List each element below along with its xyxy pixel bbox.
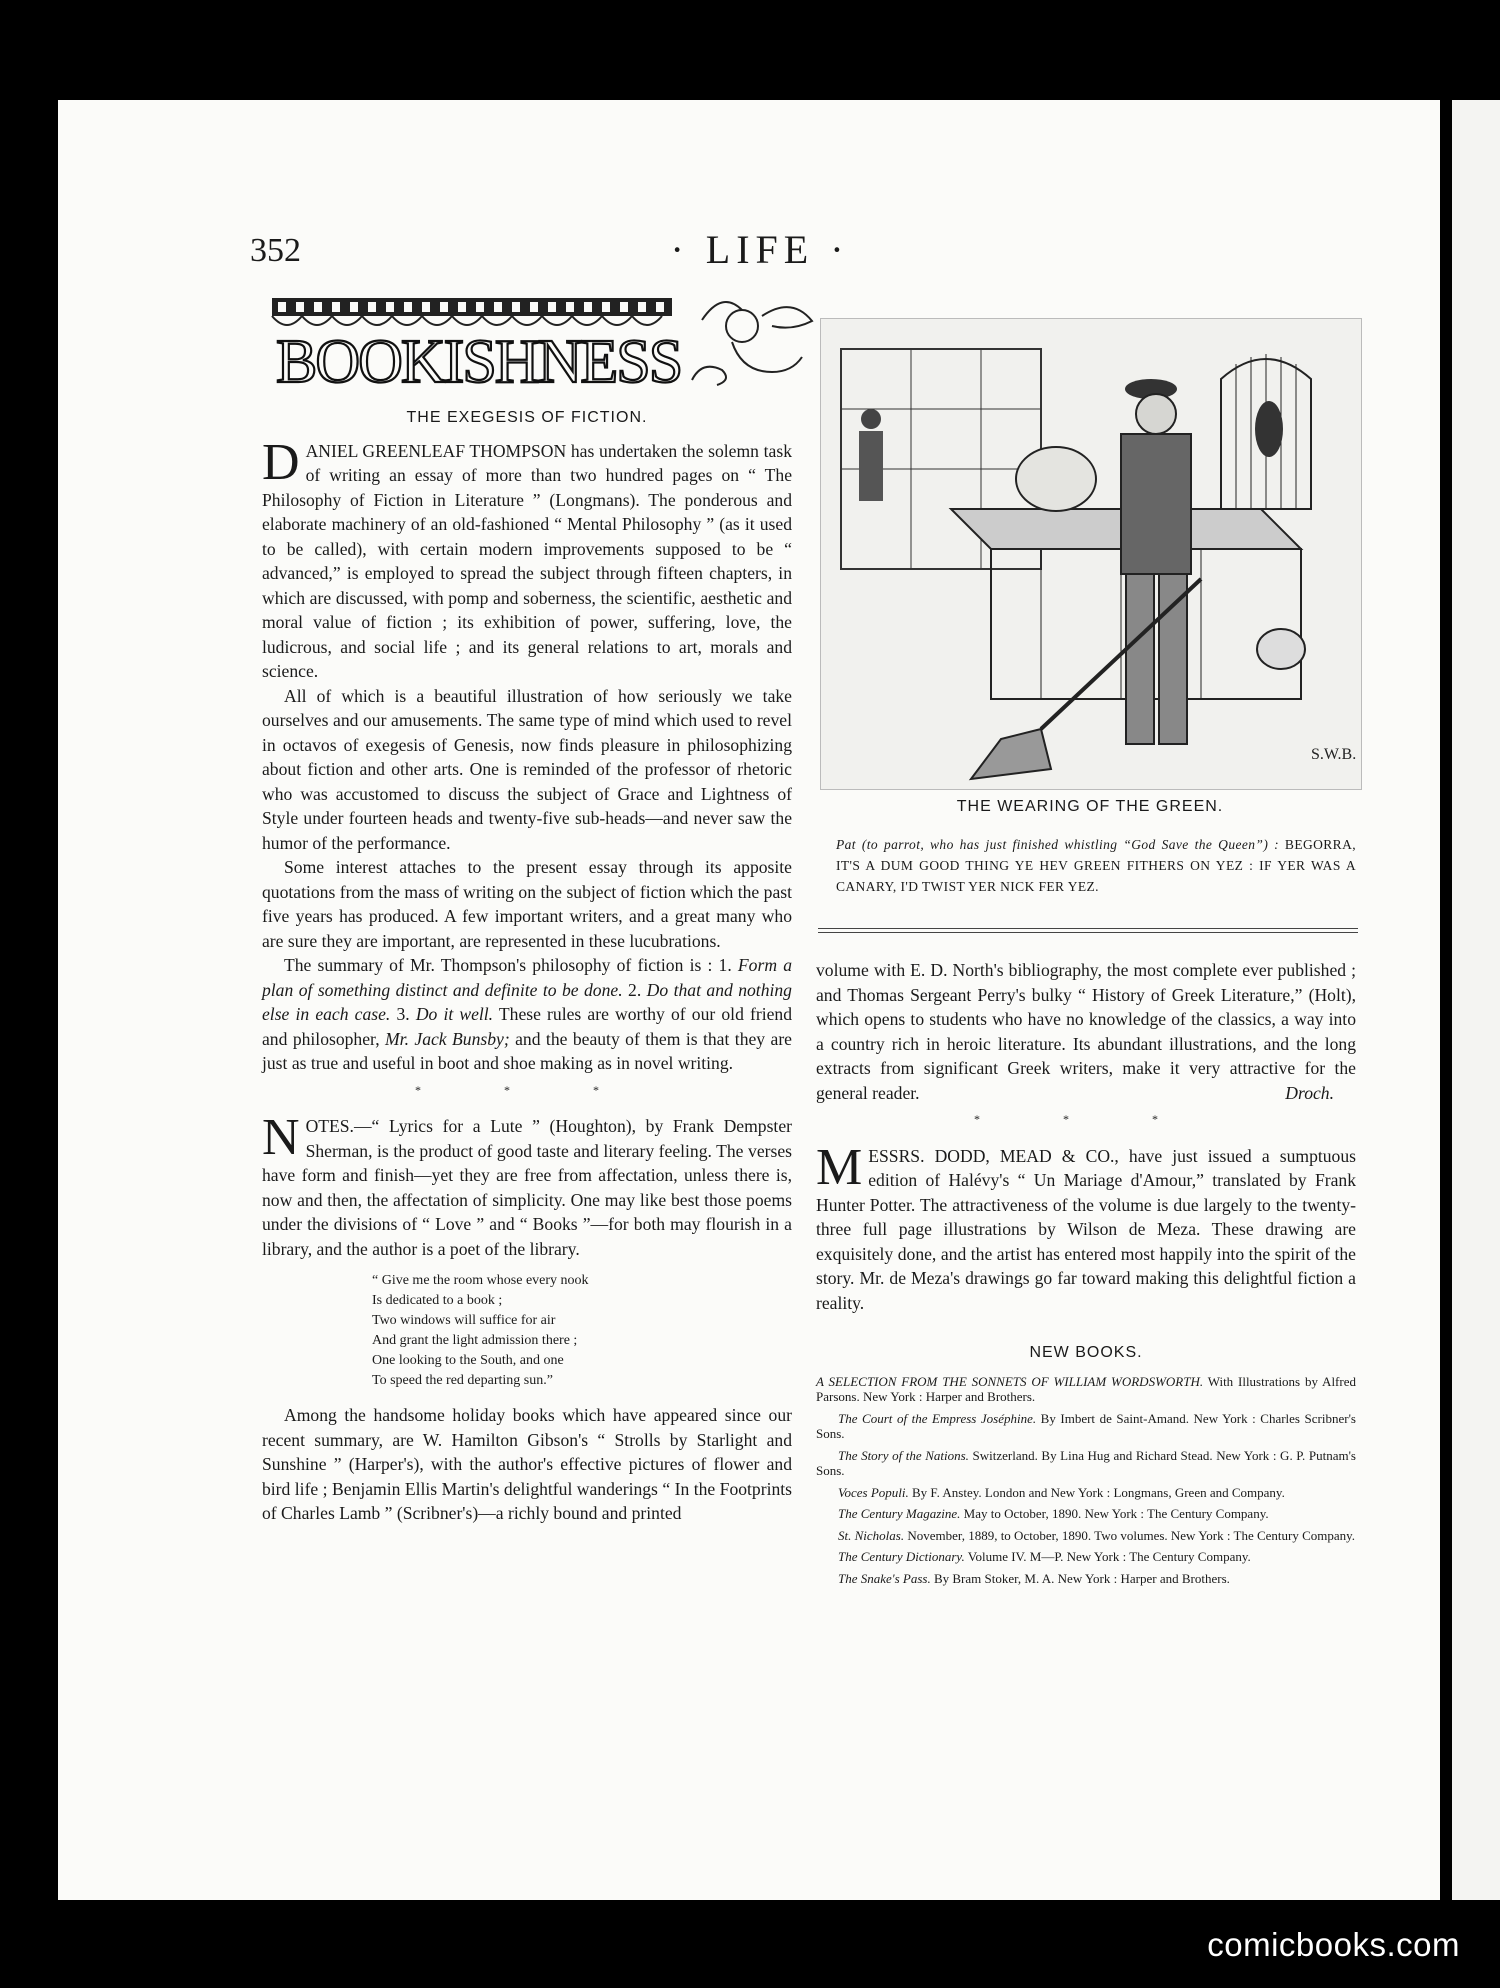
book-details: Switzerland. By Lina Hug and Richard Stead. New York : G. P. Putnam's Sons. xyxy=(816,1447,1356,1478)
text-span: These rules are worthy of our old friend and philosopher, xyxy=(262,1004,793,1049)
illustration-caption xyxy=(836,834,1356,897)
text-span: The summary of Mr. Thompson's philosophy of fiction is : 1. xyxy=(284,955,738,975)
paragraph-text: OTES.—“ Lyrics for a Lute ” (Houghton), by Frank Dempster Sherman, is the product of good taste and literary feeling. The verses have form and finish—yet they are free from affectation, unless there is, now and then, the affectation of simplicity. One may like best those poems under the divisions of “ Love ” and “ Books ”—for both may flourish in a library, and the author is a poet of the library. xyxy=(262,1116,792,1259)
list-item xyxy=(816,1485,1356,1501)
book-title: The Court of the Empress Joséphine. xyxy=(838,1410,1037,1426)
section-divider-stars: * * * xyxy=(974,1112,1198,1126)
list-item xyxy=(816,1506,1356,1522)
paragraph-beautiful-illustration: All of which is a beautiful illustration of how seriously we take ourselves and our amusements. The same type of mind which used to revel in octavos of exegesis of Genesis, now finds pleasure in philosophizing about fiction and other arts. One is reminded of the professor of rhetoric who was accustomed to discuss the subject of Grace and Lightness of Style under fourteen heads and twenty-five sub-heads—and never saw the humor of the performance. xyxy=(262,685,792,853)
illustration-title: THE WEARING OF THE GREEN. xyxy=(956,798,1224,815)
list-item xyxy=(816,1448,1356,1479)
list-item xyxy=(816,1549,1356,1565)
book-title: A SELECTION FROM THE SONNETS OF WILLIAM WORDSWORTH. xyxy=(816,1373,1204,1389)
book-title: The Century Dictionary. xyxy=(838,1549,965,1564)
section-divider-stars: * * * xyxy=(415,1082,639,1097)
list-item xyxy=(816,1528,1356,1544)
section-title-exegesis: THE EXEGESIS OF FICTION. xyxy=(406,409,648,426)
book-details: With Illustrations by Alfred Parsons. New York : Harper and Brothers. xyxy=(816,1373,1356,1404)
book-details: By Bram Stoker, M. A. New York : Harper and Brothers. xyxy=(930,1570,1230,1586)
book-details: November, 1889, to October, 1890. Two volumes. New York : The Century Company. xyxy=(904,1527,1356,1543)
left-column xyxy=(262,402,792,1526)
section-title-new-books: NEW BOOKS. xyxy=(1029,1344,1143,1361)
book-title: Voces Populi. xyxy=(838,1484,909,1500)
banner-title: BOOKISHNESS xyxy=(276,328,682,390)
poem-line: “ Give me the room whose every nook xyxy=(372,1273,589,1288)
cherub-icon xyxy=(692,302,812,385)
italic-span: Do that and nothing else in each case. xyxy=(262,979,792,1024)
book-details: May to October, 1890. New York : The Century Company. xyxy=(960,1506,1269,1521)
book-details: Volume IV. M—P. New York : The Century Company. xyxy=(964,1549,1251,1564)
book-details: By Imbert de Saint-Amand. New York : Charles Scribner's Sons. xyxy=(816,1410,1356,1441)
text-span: 3. xyxy=(390,1004,416,1024)
new-books-list xyxy=(816,1374,1356,1587)
book-title: The Century Magazine. xyxy=(838,1506,961,1521)
illustration-signature: S.W.B. xyxy=(1311,746,1357,763)
paragraph-thompson xyxy=(262,433,792,684)
text-span: 2. xyxy=(622,979,647,1000)
book-details: By F. Anstey. London and New York : Longmans, Green and Company. xyxy=(908,1484,1285,1500)
right-column xyxy=(816,958,1356,1592)
paragraph-text: ANIEL GREENLEAF THOMPSON has undertaken the solemn task of writing an essay of more than two hundred pages on “ The Philosophy of Fiction in Literature ” (Longmans). The ponderous and elaborate machinery of an old-fashioned “ Mental Philosophy ” (as it used to be called), with certain modern improvements supposed to be “ advanced,” is employed to spread the subject through fifteen chapters, in which are discussed, with pomp and soberness, the scientific, aesthetic and moral value of fiction ; its exhibition of power, suffering, love, the ludicrous, and social life ; and its general relations to art, morals and science. xyxy=(262,440,792,681)
dropcap-m: M xyxy=(816,1138,863,1196)
poem-line: To speed the red departing sun.” xyxy=(372,1373,553,1388)
poem-line: Two windows will suffice for air xyxy=(372,1313,556,1328)
double-rule xyxy=(818,928,1358,933)
paragraph-text: volume with E. D. North's bibliography, the most complete ever published ; and Thomas Sergeant Perry's bulky “ History of Greek Literature,” (Holt), which opens to students who have no knowledge of the classics, a way into a country rich in heroic literature. Its abundant illustrations, and the long extracts from significant Greek writers, make it very attractive for the general reader. xyxy=(816,960,1356,1103)
page-number: 352 xyxy=(250,232,301,269)
paragraph-notes xyxy=(262,1109,792,1261)
paragraph-holiday-books: Among the handsome holiday books which have appeared since our recent summary, are W. Hamilton Gibson's “ Strolls by Starlight and Sunshine ” (Harper's), with the author's effective pictures of flower and bird life ; Benjamin Ellis Martin's delightful wanderings “ In the Footprints of Charles Lamb ” (Scribner's)—a richly bound and printed xyxy=(262,1405,792,1523)
illustration-wearing-of-the-green xyxy=(820,318,1362,790)
italic-span: Form a plan of something distinct and definite to be done. xyxy=(262,955,792,1000)
list-item xyxy=(816,1411,1356,1442)
next-page-edge xyxy=(1452,100,1500,1900)
bookishness-banner xyxy=(262,290,822,390)
text-span: and the beauty of them is that they are just as true and useful in boot and shoe making as in novel writing. xyxy=(262,1028,792,1073)
paragraph-text: ESSRS. DODD, MEAD & CO., have just issued a sumptuous edition of Halévy's “ Un Mariage d'Amour,” translated by Frank Hunter Potter. The attractiveness of the volume is due largely to the twenty-three full page illustrations by Wilson de Meza. These drawing are exquisitely done, and the artist has entered most happily into the spirit of the story. Mr. de Meza's drawings go far toward making this delightful fiction a reality. xyxy=(816,1145,1356,1313)
masthead-title: · LIFE · xyxy=(670,227,850,272)
book-title: The Snake's Pass. xyxy=(838,1570,931,1586)
poem-line: And grant the light admission there ; xyxy=(372,1333,578,1348)
dropcap-n: N xyxy=(262,1109,300,1166)
book-title: The Story of the Nations. xyxy=(838,1447,969,1463)
paragraph-continued xyxy=(816,958,1356,1105)
paragraph-interest: Some interest attaches to the present essay through its apposite quotations from the mass of writing on the subject of fiction which the past five years has produced. A few important writers, and a great many who are sure they are important, are represented in these lucubrations. xyxy=(262,857,792,951)
caption-speaker: Pat (to parrot, who has just finished whistling “God Save the Queen”) : xyxy=(836,837,1280,852)
italic-span: Mr. Jack Bunsby; xyxy=(385,1028,510,1049)
list-item xyxy=(816,1374,1356,1405)
poem-quote xyxy=(372,1271,792,1391)
paragraph-summary xyxy=(262,953,792,1076)
book-title: St. Nicholas. xyxy=(838,1527,905,1543)
paragraph-messrs xyxy=(816,1138,1356,1316)
dropcap-d: D xyxy=(262,433,300,491)
poem-line: Is dedicated to a book ; xyxy=(372,1293,503,1308)
italic-span: Do it well. xyxy=(415,1004,494,1024)
poem-line: One looking to the South, and one xyxy=(372,1353,564,1368)
list-item xyxy=(816,1571,1356,1587)
watermark: comicbooks.com xyxy=(1207,1926,1460,1963)
caption-text: BEGORRA, IT'S A DUM GOOD THING YE HEV GREEN FITHERS ON YEZ : IF YER WAS A CANARY, I'D TWIST YER NICK FER YEZ. xyxy=(836,837,1356,894)
signature-droch: Droch. xyxy=(1285,1082,1334,1103)
